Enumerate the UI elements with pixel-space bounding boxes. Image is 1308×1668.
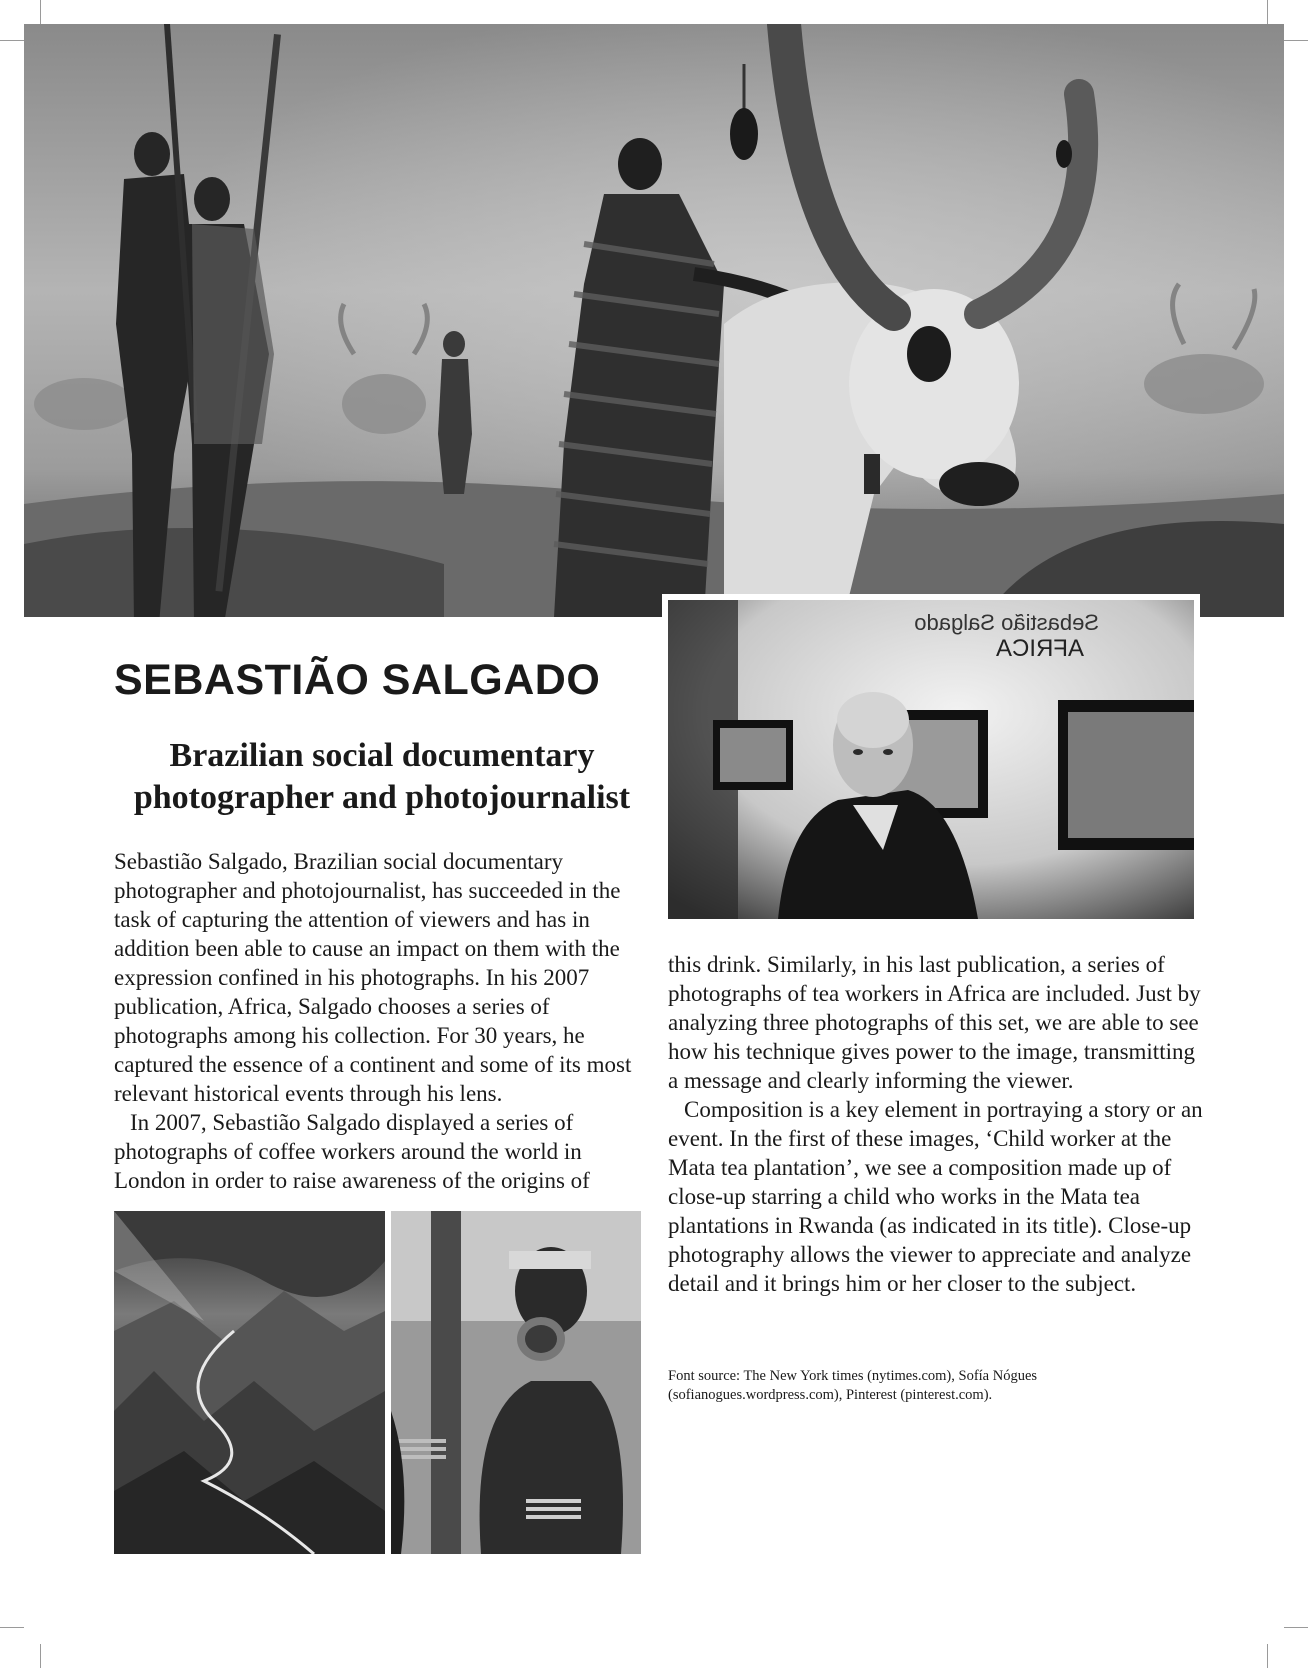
body-paragraph: this drink. Similarly, in his last publication, a series of photographs of tea workers in Africa are included. Just by analyzing three photographs of this set, we are able to see how his technique gives power to the image, transmitting a message and clearly informing the viewer. <box>668 952 1201 1093</box>
body-paragraph: Composition is a key element in portraying a story or an event. In the first of these images, ‘Child worker at the Mata tea plantation’, we see a composition made up of close-up starring a child who works in the Mata tea plantations in Rwanda (as indicated in its title). Close-up photography allows the viewer to appreciate and analyze detail and it brings him or her closer to the subject. <box>668 1097 1203 1296</box>
body-paragraph: In 2007, Sebastião Salgado displayed a series of photographs of coffee workers around the world in London in order to raise awareness of the origins of <box>114 1110 590 1193</box>
article-subtitle: Brazilian social documentary photographer and photojournalist <box>133 737 631 816</box>
crop-mark <box>40 0 41 24</box>
wall-text-africa: AFRICA <box>995 635 1084 662</box>
portrait-photo-lip-plate-woman <box>391 1211 641 1554</box>
crop-mark <box>0 1627 24 1628</box>
crop-mark <box>1284 1627 1308 1628</box>
landscape-photo-river-valley <box>114 1211 385 1554</box>
wall-text-name: Sebastião Salgado <box>914 610 1099 635</box>
body-paragraph: Sebastião Salgado, Brazilian social documentary photographer and photojournalist, has succeeded in the task of capturing the attention of viewers and has in addition been able to cause an impact on them with the expression confined in his photographs. In his 2007 publication, Africa, Salgado chooses a series of photographs among his collection. For 30 years, he captured the essence of a continent and some of its most relevant historical events through his lens. <box>114 849 632 1106</box>
crop-mark <box>40 1644 41 1668</box>
crop-mark <box>0 40 24 41</box>
portrait-photo-salgado <box>668 600 1194 919</box>
article-title: SEBASTIÃO SALGADO <box>114 656 601 704</box>
crop-mark <box>1267 1644 1268 1668</box>
crop-mark <box>1267 0 1268 24</box>
right-column <box>668 950 1204 1298</box>
left-column <box>114 847 644 1195</box>
crop-mark <box>1284 40 1308 41</box>
source-note: Font source: The New York times (nytimes.com), Sofía Nógues (sofianogues.wordpress.com), Pinterest (pinterest.com). <box>668 1368 1038 1403</box>
hero-photo-cattle-camp <box>24 24 1284 617</box>
